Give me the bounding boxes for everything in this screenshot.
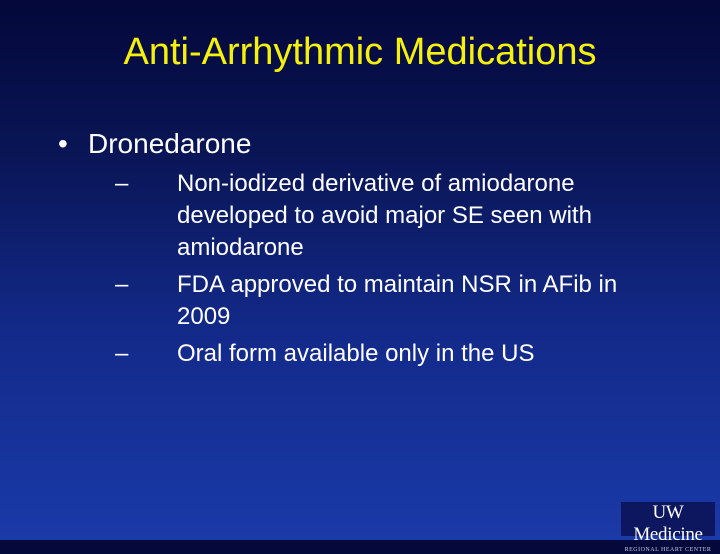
subbullet-dash: –	[115, 340, 129, 367]
bullet-dot: •	[58, 128, 68, 159]
slide-title: Anti-Arrhythmic Medications	[123, 31, 597, 73]
subbullet-list	[115, 168, 698, 370]
bullet-text: Dronedarone	[88, 128, 252, 159]
subbullet-text: Oral form available only in the US	[177, 340, 535, 367]
subbullet-item	[115, 168, 675, 264]
subbullet-item	[115, 269, 675, 333]
logo-main-text: UW Medicine	[633, 502, 703, 545]
uw-medicine-logo	[621, 502, 715, 553]
logo-sub-text: REGIONAL HEART CENTER	[624, 547, 712, 553]
bullet-list	[58, 124, 698, 375]
subbullet-text: FDA approved to maintain NSR in AFib in 2009	[177, 271, 618, 330]
subbullet-item	[115, 338, 675, 370]
subbullet-text: Non-iodized derivative of amiodarone developed to avoid major SE seen with amiodarone	[177, 170, 592, 261]
subbullet-dash: –	[115, 170, 129, 197]
bullet-item	[58, 124, 698, 164]
subbullet-dash: –	[115, 271, 129, 298]
